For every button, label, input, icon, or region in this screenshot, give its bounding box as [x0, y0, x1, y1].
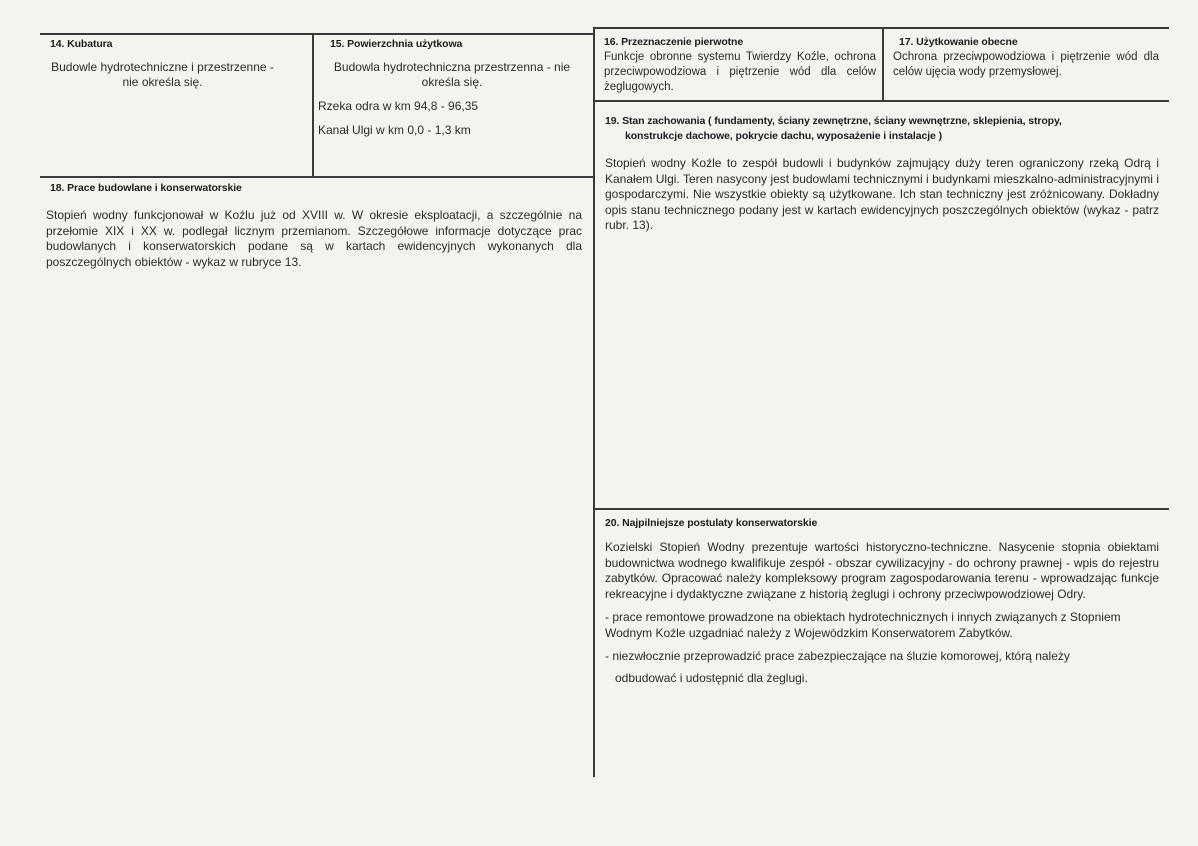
rule-top-right [593, 27, 1169, 29]
section-17-uzytkowanie [893, 35, 1159, 80]
section-20-text: Kozielski Stopień Wodny prezentuje wartości historyczno-techniczne. Nasycenie stopnia obiektami budownictwa wodnego kwalifikuje zespół - obszar cywilizacyjny - do ochrony prawnej - wpis do rejestru zabytków. Opracować należy kompleksowy program zagospodarowania terenu - wprowadzając funkcje rekreacyjne i dydaktyczne związane z historią żeglugi i ochrony przeciwpowodziowej Odry. [605, 540, 1159, 601]
section-20-list [605, 610, 1159, 686]
section-15-powierzchnia [318, 37, 586, 138]
section-15-title: 15. Powierzchnia użytkowa [330, 38, 463, 50]
rule-main-divider [593, 27, 595, 777]
section-18-prace [46, 181, 582, 270]
section-15-row-1: Rzeka odra w km 94,8 - 96,35 [318, 99, 479, 113]
section-16-przeznaczenie [604, 35, 876, 95]
section-15-text: Budowla hydrotechniczna przestrzenna - nie określa się. [333, 60, 571, 89]
rule-top-left [40, 33, 593, 35]
section-19-title-line-1: 19. Stan zachowania ( fundamenty, ściany zewnętrzne, ściany wewnętrzne, sklepienia, stropy, [605, 115, 1062, 127]
section-20-bullet-2b: odbudować i udostępnić dla żeglugi. [615, 670, 808, 685]
section-17-text: Ochrona przeciwpowodziowa i piętrzenie wód dla celów ujęcia wody przemysłowej. [893, 51, 1159, 78]
rule-under-14-15 [40, 176, 593, 178]
section-20-postulaty [605, 516, 1159, 694]
section-16-text: Funkcje obronne systemu Twierdzy Koźle, ochrona przeciwpowodziowa i piętrzenie wód dla celów żeglugowych. [604, 51, 876, 93]
rule-divider-14-15 [312, 33, 314, 177]
rule-divider-16-17 [882, 27, 884, 100]
rule-under-19 [593, 508, 1169, 510]
section-14-title: 14. Kubatura [50, 38, 113, 50]
section-18-title: 18. Prace budowlane i konserwatorskie [50, 182, 242, 194]
section-17-title: 17. Użytkowanie obecne [899, 36, 1018, 48]
section-20-bullet-1: - prace remontowe prowadzone na obiektach hydrotechnicznych i innych związanych z Stopniem Wodnym Koźle uzgadniać należy z Wojewódzkim Konserwatorem Zabytków. [605, 610, 1121, 640]
section-20-bullet-2a: - niezwłocznie przeprowadzić prace zabezpieczające na śluzie komorowej, którą należy [605, 649, 1070, 663]
section-20-title: 20. Najpilniejsze postulaty konserwatorskie [605, 517, 818, 529]
section-19-title-line-2: konstrukcje dachowe, pokrycie dachu, wyposażenie i instalacje ) [625, 130, 942, 142]
section-14-text: Budowle hydrotechniczne i przestrzenne - nie określa się. [51, 60, 274, 89]
section-19-text: Stopień wodny Koźle to zespół budowli i budynków zajmujący duży teren ograniczony rzeką Odrą i Kanałem Ulgi. Teren nasycony jest budowlami technicznymi i budynkami mieszkalno-administracyjnymi i gospodarczymi. Nie wszystkie obiekty są użytkowane. Ich stan techniczny jest zróżnicowany. Dokładny opis stanu technicznego podany jest w kartach ewidencyjnych poszczególnych obiektów (wykaz - patrz rubr. 13). [605, 156, 1159, 232]
rule-under-16-17 [593, 100, 1169, 102]
section-15-row-2: Kanał Ulgi w km 0,0 - 1,3 km [318, 123, 471, 137]
section-19-stan-zachowania [605, 114, 1159, 234]
section-14-kubatura [50, 37, 305, 90]
section-18-text: Stopień wodny funkcjonował w Koźlu już od XVIII w. W okresie eksploatacji, a szczególnie na przełomie XIX i XX w. podlegał licznym przemianom. Szczegółowe informacje dotyczące prac budowlanych i konserwatorskich podane są w kartach ewidencyjnych wykonanych dla poszczególnych obiektów - wykaz w rubryce 13. [46, 208, 582, 269]
section-16-title: 16. Przeznaczenie pierwotne [604, 36, 744, 48]
